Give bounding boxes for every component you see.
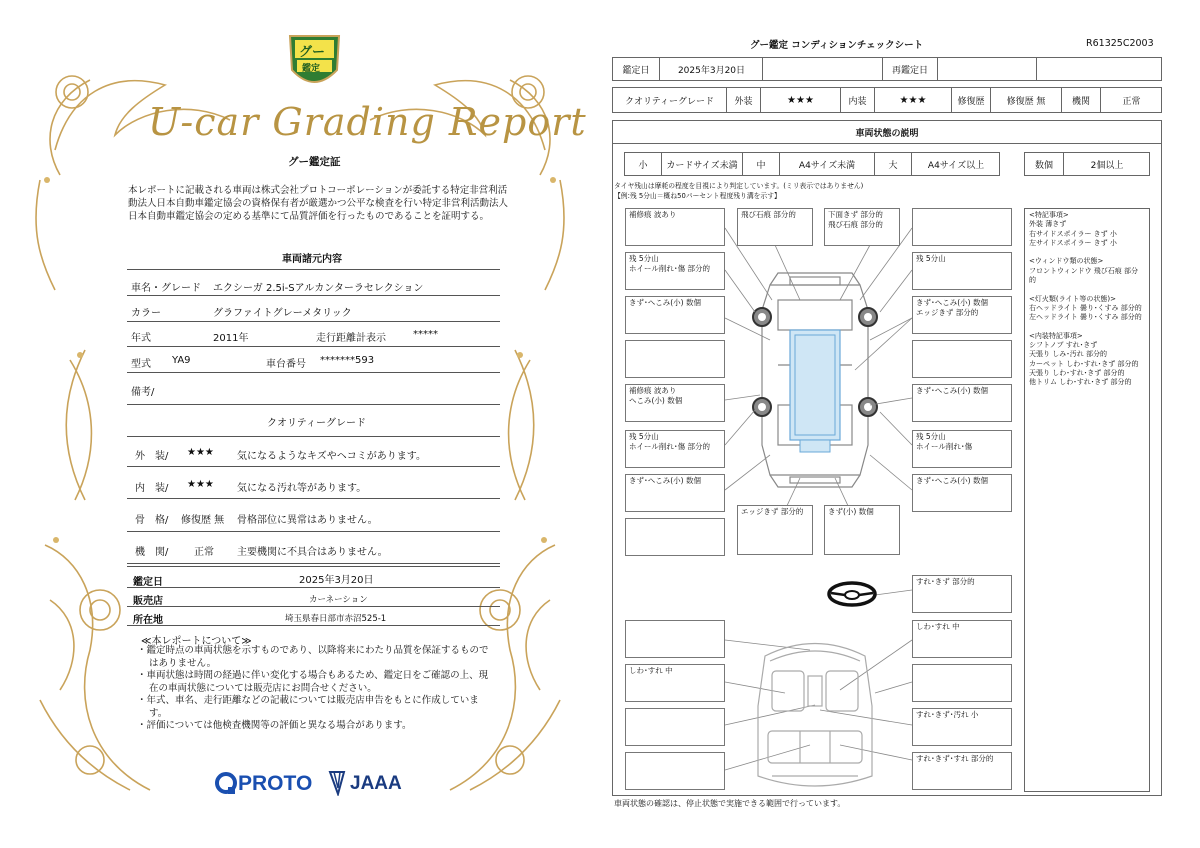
damage-box: きず･へこみ(小) 数個 [912,384,1012,422]
damage-box: 残 5分山 ホイール削れ･傷 部分的 [625,252,725,290]
chassis-label: 車台番号 [266,359,306,370]
model-value: YA9 [172,355,191,366]
feature-line: シフトノブ すれ･きず [1029,341,1098,350]
badge-top-text: グー [299,45,326,60]
sheet-date-label: 鑑定日 [622,65,650,76]
feature-line: <ウィンドウ類の状態> [1029,257,1104,266]
feature-line: 左サイドスポイラー きず 小 [1029,238,1117,247]
interior-label: 内 装/ [135,483,169,494]
feature-line: 右サイドスポイラー きず 小 [1029,229,1117,238]
certificate-text: 本レポートに記載される車両は株式会社プロトコーポレーションが委託する特定非営利活動法人日本自動車鑑定協会の資格保有者が厳選かつ公平な検査を行い特定非営利活動法人日本自動車鑑定協会の定める基準にて品質評価を行ったものであることを証明する。 [128,185,509,222]
year-label: 年式 [131,333,151,344]
appraisal-date-label: 鑑定日 [133,577,163,588]
remarks-label: 備考/ [131,387,155,398]
jaaa-logo-text: JAAA [350,773,402,794]
note-item: ・年式、車名、走行距離などの記載については販売店申告をもとに作成しています。 [137,695,479,719]
chassis-value: *******593 [320,355,375,366]
feature-line: <内装特記事項> [1029,331,1083,340]
car-interior-diagram [750,636,880,791]
count-label: 数個 [1034,160,1053,171]
sheet-engine-label: 機関 [1071,96,1090,107]
damage-box: きず(小) 数個 [824,505,900,555]
dealer-label: 販売店 [133,596,163,607]
feature-line [1029,323,1145,332]
notes-title: ≪本レポートについて≫ [141,636,252,647]
year-value: 2011年 [213,333,249,344]
appraisal-date-value: 2025年3月20日 [299,575,374,586]
name-value: エクシーガ 2.5i-Sアルカンターラセレクション [213,283,424,294]
exterior-label: 外 装/ [135,451,169,462]
badge-bottom-text: 鑑定 [302,64,321,74]
engine-label: 機 関/ [135,547,169,558]
feature-line: 左ヘッドライト 曇り･くすみ 部分的 [1029,313,1142,322]
damage-box-empty [625,518,725,556]
damage-box-empty [912,340,1012,378]
damage-box: きず･へこみ(小) 数個 [625,474,725,512]
damage-box-empty [625,708,725,746]
damage-box: すれ･きず 部分的 [912,575,1012,613]
steering-wheel-icon [826,580,878,608]
damage-box: 下面きず 部分的 飛び石痕 部分的 [824,208,900,246]
feature-line: <特記事項> [1029,211,1069,219]
damage-box-empty [625,340,725,378]
odometer-label: 走行距離計表示 [316,333,386,344]
redate-label: 再鑑定日 [891,65,928,76]
section-title: 車両状態の説明 [855,128,919,139]
color-value: グラファイトグレーメタリック [213,308,352,319]
note-item: ・車両状態は時間の経過に伴い変化する場合もあるため、鑑定日をご確認の上、現在の車両状態については販売店にお問合せください。 [137,670,489,694]
feature-line [1029,285,1145,294]
special-notes-box [1024,208,1150,792]
damage-box-empty [625,620,725,658]
spec-row-year [127,322,500,347]
damage-box: きず･へこみ(小) 数個 [625,296,725,334]
sheet-exterior-label: 外装 [734,96,753,107]
feature-line: <灯火類(ライト等の状態)> [1029,294,1116,303]
sheet-interior-stars: ★★★ [899,94,927,106]
engine-note: 主要機関に不具合はありません。 [237,547,388,558]
spec-row-remarks [127,373,500,405]
damage-box: しわ･すれ 中 [912,620,1012,658]
notes-list [137,645,497,733]
interior-stars: ★★★ [187,479,214,490]
color-label: カラー [131,308,161,319]
certificate-title: グー鑑定証 [288,156,341,168]
damage-box-empty [912,664,1012,702]
size-small-label: 小 [638,160,648,171]
feature-line: 他トリム しわ･すれ･きず 部分的 [1029,378,1132,387]
size-large-label: 大 [888,160,898,171]
note-item: ・評価については他検査機関等の評価と異なる場合があります。 [137,720,412,731]
grade-label: クオリティーグレード [624,96,715,107]
condition-check-sheet [600,0,1200,848]
damage-box: きず･へこみ(小) 数個 エッジきず 部分的 [912,296,1012,334]
feature-line: 天張り しみ･汚れ 部分的 [1029,350,1107,359]
sheet-exterior-stars: ★★★ [787,94,814,106]
frame-note: 骨格部位に異常はありません。 [237,515,378,526]
exterior-note: 気になるようなキズやヘコミがあります。 [237,451,426,462]
specs-title: 車両諸元内容 [282,254,342,265]
feature-line: 外装 薄きず [1029,220,1067,229]
size-large-desc: A4サイズ以上 [927,160,985,171]
size-small-desc: カードサイズ未満 [666,160,738,171]
feature-line: 天張り しわ･すれ･きず 部分的 [1029,369,1125,378]
frame-label: 骨 格/ [135,515,169,526]
damage-box: 飛び石痕 部分的 [737,208,813,246]
damage-box: 残 5分山 [912,252,1012,290]
damage-box: きず･へこみ(小) 数個 [912,474,1012,512]
tire-note-2: 【例:残 5分山＝概ね50パーセント程度残り溝を示す】 [614,192,781,200]
report-script-title: U-car Grading Report [148,100,587,144]
location-value: 埼玉県春日部市赤沼525-1 [285,614,387,624]
engine-value: 正常 [194,547,214,558]
damage-box: 残 5分山 ホイール削れ･傷 [912,430,1012,468]
exterior-stars: ★★★ [187,447,214,458]
frame-value: 修復歴 無 [181,515,225,526]
feature-line: フロントウィンドウ 飛び石痕 部分的 [1029,266,1139,285]
sheet-interior-label: 内装 [848,96,867,107]
sheet-footer: 車両状態の確認は、停止状態で実施できる範囲で行っています。 [614,799,846,808]
sheet-code: R61325C2003 [1086,38,1154,49]
damage-box: 補修痕 波あり [625,208,725,246]
proto-logo-text: PROTO [238,772,313,795]
tire-note-1: タイヤ残山は摩耗の程度を目視により判定しています。(ミリ表示ではありません) [614,182,864,190]
odometer-value: ***** [413,329,438,340]
damage-box: しわ･すれ 中 [625,664,725,702]
sheet-date-value: 2025年3月20日 [677,65,746,76]
size-mid-label: 中 [756,160,766,171]
damage-box: エッジきず 部分的 [737,505,813,555]
name-label: 車名・グレード [131,283,201,294]
damage-box: すれ･きず･すれ 部分的 [912,752,1012,790]
damage-box-empty [912,208,1012,246]
damage-box: すれ･きず･汚れ 小 [912,708,1012,746]
proto-logo-icon [214,772,238,796]
damage-box-empty [625,752,725,790]
feature-line: カーペット しわ･すれ･きず 部分的 [1029,359,1139,368]
sheet-title: グー鑑定 コンディションチェックシート [750,40,924,51]
interior-note: 気になる汚れ等があります。 [237,483,367,494]
jaaa-logo-icon [326,770,348,796]
sheet-repair-label: 修復歴 [957,96,985,107]
model-label: 型式 [131,359,151,370]
feature-line: 右ヘッドライト 曇り･くすみ 部分的 [1029,303,1142,312]
damage-box: 残 5分山 ホイール削れ･傷 部分的 [625,430,725,468]
sheet-engine-value: 正常 [1122,96,1141,107]
note-item: ・鑑定時点の車両状態を示すものであり、以降将来にわたり品質を保証するものではありません。 [137,645,489,669]
location-label: 所在地 [133,615,163,626]
quality-title: クオリティーグレード [267,418,366,429]
sheet-repair-value: 修復歴 無 [1006,96,1046,107]
dealer-value: カーネーション [309,595,368,605]
count-desc: 2個以上 [1090,160,1124,171]
size-mid-desc: A4サイズ未満 [798,160,856,171]
damage-box: 補修痕 波あり へこみ(小) 数個 [625,384,725,422]
